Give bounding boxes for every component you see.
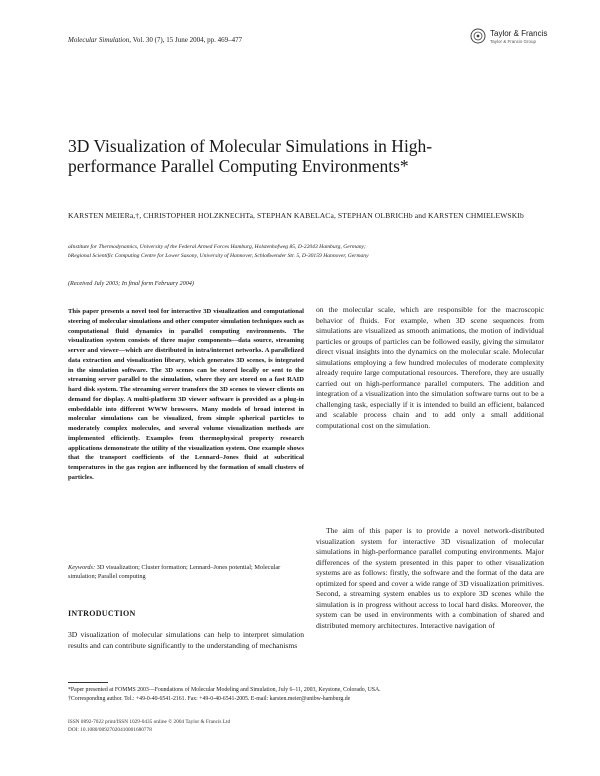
publisher-logo: [470, 28, 560, 50]
journal-header: [68, 36, 242, 44]
introduction-text: 3D visualization of molecular simulations can help to interpret simulation results and can contribute significantly to the understanding of mechanisms: [68, 630, 304, 650]
keywords: [68, 563, 304, 581]
publisher-emblem-icon: [470, 28, 486, 44]
keywords-label: Keywords:: [68, 564, 96, 571]
affiliations: [68, 243, 538, 261]
received-dates: (Received July 2003; In final form February 2004): [68, 280, 194, 287]
right-column-paragraph-1: on the molecular scale, which are responsible for the macroscopic behavior of fluids. For example, when 3D scene sequences from simulations are visualized as smooth animations, the motion of individual particles or groups of particles can be followed easily, giving the simulator direct visual insights into the dynamics on the molecular scale. Molecular simulations employing a few hundred molecules of moderate complexity already require large computational resources. Therefore, they are usually carried out on high-performance parallel computers. The addition and integration of a visualization into the simulation software turns out to be a challenging task, especially if it is intended to build an efficient, balanced and scalable process chain and to add only a small additional computational cost on the simulation.: [316, 305, 544, 431]
publisher-name: Taylor & Francis: [490, 29, 548, 38]
journal-name: Molecular Simulation,: [68, 36, 131, 44]
right-column-paragraph-2-text: The aim of this paper is to provide a novel network-distributed visualization system for interactive 3D visualization of molecular simulations in high-performance parallel computing environments. Major differences of the system presented in this paper to other visualization systems are as follows: firstly, the software and the format of the data are optimized for speed and cover a wide range of 3D visualization primitives. Second, a streaming system enables us to explore 3D scenes while the simulation is in progress without access to local hard disks. Moreover, the system can be used in environments with a combination of shared and distributed memory architectures. Interactive navigation of: [316, 526, 544, 630]
abstract: This paper presents a novel tool for interactive 3D visualization and computational steering of molecular simulations and other computer simulation techniques such as computational fluid dynamics in parallel computing environments. The visualization system consists of three major components—data source, streaming server and viewer—which are distributed in intra/internet networks. A parallelized data extraction and visualization library, which generates 3D scenes, is integrated in the simulation software. The 3D scenes can be stored locally or sent to the streaming server parallel to the simulation, where they are stored on a fast RAID hard disk system. The streaming server transfers the 3D scenes to viewer clients on demand for display. A multi-platform 3D viewer software is provided as a plug-in embeddable into different WWW browsers. Many models of broad interest in molecular simulations can be visualized, from simple spherical particles to moderately complex molecules, and several volume visualization methods are implemented efficiently. Examples from thermophysical property research applications demonstrate the utility of the visualization system. One example shows that the transport coefficients of the Lennard–Jones fluid at subcritical temperatures in the gas region are influenced by the formation of small clusters of particles.: [68, 308, 304, 481]
section-heading-introduction: INTRODUCTION: [68, 609, 136, 618]
right-column-paragraph-2: [316, 526, 544, 631]
journal-volume: Vol. 30 (7), 15 June 2004, pp. 469–477: [132, 36, 243, 44]
footnote-corresponding-author: †Corresponding author. Tel.: +49-0-40-6541-2161. Fax: +49-0-40-6541-2005. E-mail: karsten.meier@unibw-hamburg.de: [68, 696, 351, 702]
footnotes: [68, 686, 548, 704]
affiliation-b: bRegional Scientific Computing Centre for Lower Saxony, University of Hannover, Schloßwender Str. 5, D-30159 Hannover, Germany: [68, 253, 369, 259]
footnote-divider: [68, 682, 108, 683]
paper-title: 3D Visualization of Molecular Simulations in High-performance Parallel Computing Environments*: [68, 136, 433, 176]
affiliation-a: aInstitute for Thermodynamics, University of the Federal Armed Forces Hamburg, Holstenhofweg 85, D-22043 Hamburg, Germany;: [68, 244, 366, 250]
author-list: KARSTEN MEIERa,†, CHRISTOPHER HOLZKNECHTa, STEPHAN KABELACa, STEPHAN OLBRICHb and KARSTEN CHMIELEWSKIb: [68, 211, 524, 220]
keywords-list: 3D visualization; Cluster formation; Lennard–Jones potential; Molecular simulation; Parallel computing: [68, 564, 281, 580]
issn-line: ISSN 0892-7022 print/ISSN 1029-0435 online © 2004 Taylor & Francis Ltd: [68, 719, 231, 725]
footnote-conference: *Paper presented at FOMMS 2003—Foundations of Molecular Modeling and Simulation, July 6–11, 2003, Keystone, Colorado, USA.: [68, 687, 381, 693]
doi-line: DOI: 10.1080/08927020410001680778: [68, 727, 152, 733]
issn-info: [68, 718, 368, 734]
publisher-subtitle: Taylor & Francis Group: [490, 39, 537, 44]
